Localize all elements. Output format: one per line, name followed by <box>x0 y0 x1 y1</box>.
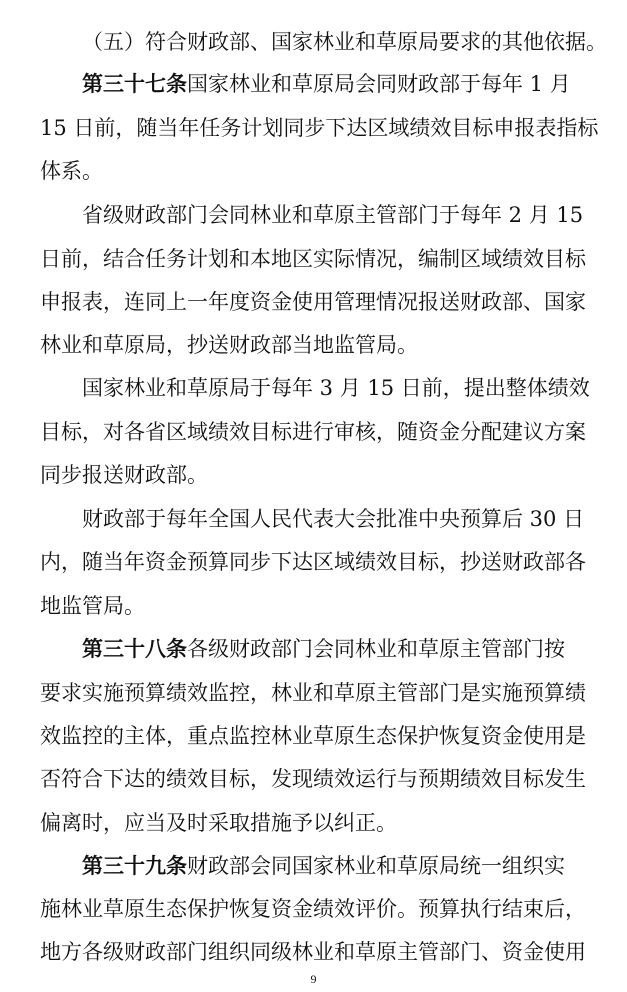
text-line: 15 日前，随当年任务计划同步下达区域绩效目标申报表指标 <box>40 116 599 140</box>
page-number: 9 <box>310 972 317 986</box>
text-line: 施林业草原生态保护恢复资金绩效评价。预算执行结束后， <box>40 897 586 921</box>
text-line: 国家林业和草原局于每年 3 月 15 日前，提出整体绩效 <box>82 376 590 400</box>
text-line: 效监控的主体，重点监控林业草原生态保护恢复资金使用是 <box>40 724 586 748</box>
text-segment: 国家林业和草原局会同财政部于每年 1 月 <box>187 72 571 96</box>
text-line: 林业和草原局，抄送财政部当地监管局。 <box>40 333 418 357</box>
article-38-first-line <box>82 635 600 663</box>
text-line: 目标，对各省区域绩效目标进行审核，随资金分配建议方案 <box>40 420 586 444</box>
text-line: 日前，结合任务计划和本地区实际情况，编制区域绩效目标 <box>40 247 586 271</box>
text-line: 体系。 <box>40 159 103 183</box>
text-line: 偏离时，应当及时采取措施予以纠正。 <box>40 811 397 835</box>
article-39-heading: 第三十九条 <box>82 853 187 878</box>
text-line: 财政部于每年全国人民代表大会批准中央预算后 30 日 <box>82 507 585 531</box>
article-37-heading: 第三十七条 <box>82 71 187 96</box>
text-segment: 各级财政部门会同林业和草原主管部门按 <box>187 637 565 661</box>
text-line: 否符合下达的绩效目标，发现绩效运行与预期绩效目标发生 <box>40 767 586 791</box>
article-39-first-line <box>82 852 600 880</box>
text-line: 内，随当年资金预算同步下达区域绩效目标，抄送财政部各 <box>40 550 586 574</box>
article-37-first-line <box>82 70 600 98</box>
text-line: 地监管局。 <box>40 594 145 618</box>
text-line: 地方各级财政部门组织同级林业和草原主管部门、资金使用 <box>40 940 586 964</box>
text-line: 省级财政部门会同林业和草原主管部门于每年 2 月 15 <box>82 203 584 227</box>
article-38-heading: 第三十八条 <box>82 636 187 661</box>
text-line: 申报表，连同上一年度资金使用管理情况报送财政部、国家 <box>40 290 586 314</box>
text-line: 同步报送财政部。 <box>40 463 208 487</box>
text-line: （五）符合财政部、国家林业和草原局要求的其他依据。 <box>82 30 607 54</box>
text-segment: 财政部会同国家林业和草原局统一组织实 <box>187 854 565 878</box>
text-line: 要求实施预算绩效监控，林业和草原主管部门是实施预算绩 <box>40 681 586 705</box>
